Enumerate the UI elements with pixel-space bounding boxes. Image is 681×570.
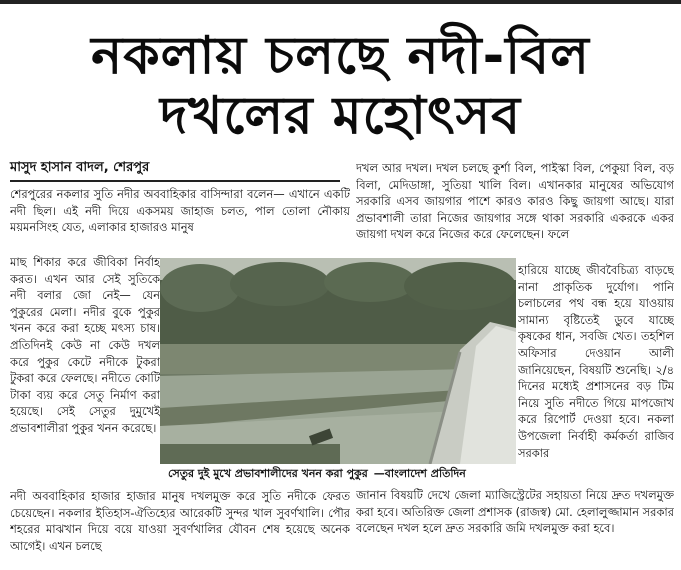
article-paragraph-right-mid: হারিয়ে যাচ্ছে জীববৈচিত্র্য বাড়ছে নানা প্রাকৃতিক দুর্যোগ। পানি চলাচলের পথ বন্ধ হয়ে যাওয়ায় সামান্য বৃষ্টিতেই ডুবে যাচ্ছে কৃষকের ধান, সবজি খেত। তহশিল অফিসার দেওয়ান আলী জানিয়েছেন, বিষয়টি শুনেছি। ২/৪ দিনের মধ্যেই প্রশাসনের বড় টিম নিয়ে সুতি নদীতে গিয়ে মাপজোখ করে রিপোর্ট দেওয়া হবে। নকলা উপজেলা নির্বাহী কর্মকর্তা রাজিব সরকার (518, 263, 674, 460)
photo-credit: —বাংলাদেশ প্রতিদিন (373, 467, 466, 480)
headline-line-1: নকলায় চলছে নদী-বিল (91, 26, 590, 86)
top-rule (0, 0, 681, 4)
photo-caption-text: সেতুর দুই মুখে প্রভাবশালীদের খনন করা পুকুর (168, 467, 368, 480)
headline-line-2: দখলের মহোৎসব (159, 86, 522, 146)
article-paragraph-right-top: দখল আর দখল। দখল চলছে কুর্শা বিল, পাইস্কা বিল, পেকুয়া বিল, বড় বিলা, মেদিডাঙ্গা, সুতিয়া খালি বিল। এখানকার মানুষের অভিযোগ সরকারি এসব জায়গার পাশে কারও কারও কিছু জায়গা আছে। যারা প্রভাবশালী তারা নিজের জায়গার সঙ্গে থাকা সরকারি একরকে একর জায়গা দখল করে নিজের করে ফেলেছেন। ফলে (356, 161, 674, 242)
article-paragraph-left-top: শেরপুরের নকলার সুতি নদীর অববাহিকার বাসিন্দারা বলেন— এখানে একটি নদী ছিল। এই নদী দিয়ে একসময় জাহাজ চলত, পাল তোলা নৌকায় ময়মনসিংহ যেত, এলাকার হাজারও মানুষ (10, 187, 350, 235)
article-paragraph-right-bottom: জানান বিষয়টি দেখে জেলা ম্যাজিস্ট্রেটের সহায়তা নিয়ে দ্রুত দখলমুক্ত করা হবে। অতিরিক্ত জেলা প্রশাসক (রাজস্ব) মো. হেলালুজ্জামান সরকার বলেছেন দখল হলে দ্রুত সরকারি জমি দখলমুক্ত করা হবে। (356, 488, 674, 536)
news-photo (160, 258, 516, 464)
article-paragraph-left-bottom: নদী অববাহিকার হাজার হাজার মানুষ দখলমুক্ত করে সুতি নদীকে ফেরত চেয়েছেন। নকলার ইতিহাস-ঐতিহ্যের আরেকটি সুন্দর খাল সুবর্ণখালি। পৌর শহরের মাঝখান দিয়ে বয়ে যাওয়া সুবর্ণখালির যৌবন শেষ হয়েছে অনেক আগেই। এখন চলছে (10, 489, 350, 553)
byline: মাসুদ হাসান বাদল, শেরপুর (10, 158, 340, 182)
photo-caption (168, 466, 516, 482)
river-bridge-photo (160, 258, 516, 464)
article-paragraph-left-mid: মাছ শিকার করে জীবিকা নির্বাহ করত। এখন আর সেই সুতিকে নদী বলার জো নেই— যেন পুকুরের মেলা। নদীর বুকে পুকুর খনন করে করা হচ্ছে মৎস্য চাষ। প্রতিদিনই কেউ না কেউ দখল করে পুকুর কেটে নদীকে টুকরা টুকরা করে ফেলছে। নদীতে কোটি টাকা ব্যয় করে সেতু নির্মাণ করা হয়েছে। সেই সেতুর দুমুখেই প্রভাবশালীরা পুকুর খনন করেছে। (10, 255, 160, 435)
